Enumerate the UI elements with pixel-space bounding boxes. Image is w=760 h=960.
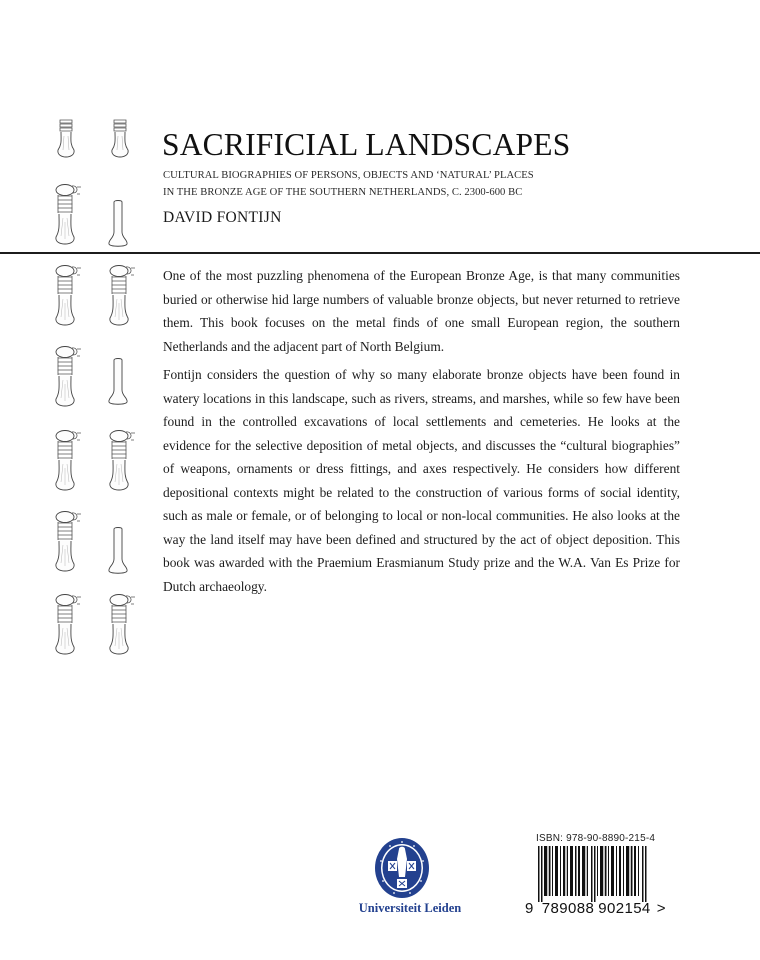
axe-drawing-icon [55,265,81,326]
subtitle-line: IN THE BRONZE AGE OF THE SOUTHERN NETHERLANDS, C. 2300-600 BC [163,186,523,198]
book-title: SACRIFICIAL LANDSCAPES [162,127,571,162]
isbn-quiet-zone-arrow: > [656,900,666,917]
chisel-drawing-icon [108,358,128,405]
isbn-barcode [538,846,650,907]
axe-drawing-icon [55,346,81,407]
subtitle-line: CULTURAL BIOGRAPHIES OF PERSONS, OBJECTS AND ‘NATURAL’ PLACES [163,170,534,181]
axe-drawing-icon [110,120,130,158]
university-seal-icon [374,837,430,904]
blurb-paragraph: Fontijn considers the question of why so many elaborate bronze objects have been found in watery locations in this landscape, such as rivers, streams, and marshes, while so few have been found in the controlled excavations of local settlements and cemeteries. He looks at the evidence for the selective deposition of metal objects, and discusses the “cultural biographies” of weapons, ornaments or dress fittings, and axes respectively. He considers how different depositional contexts might be related to the construction of various forms of social identity, such as male or female, or of belonging to local or non-local communities. He also looks at the way the land itself may have been defined and structured by the act of object deposition. This book was awarded with the Praemium Erasmianum Study prize and the W.A. Van Es Prize for Dutch archaeology. [163,367,680,594]
axe-drawing-icon [109,265,135,326]
chisel-drawing-icon [108,527,128,574]
axe-drawing-icon [55,511,81,572]
axe-drawing-icon [56,120,76,158]
divider-rule [0,252,760,254]
publisher-name: Universiteit Leiden [358,901,462,915]
isbn-digit-group: 789088 [541,900,595,917]
axe-drawing-icon [55,594,81,655]
book-author: DAVID FONTIJN [163,209,282,226]
axe-drawing-icon [55,184,81,245]
blurb-paragraph: One of the most puzzling phenomena of the European Bronze Age, is that many communities buried or otherwise hid large numbers of valuable bronze objects, but never returned to retrieve them. This book focuses on the metal finds of one small European region, the southern Netherlands and the adjacent part of North Belgium. [163,268,680,354]
axe-drawing-icon [109,430,135,491]
isbn-label: ISBN: 978-90-8890-215-4 [536,833,656,844]
isbn-digits [525,900,666,918]
isbn-digit-lead: 9 [525,900,534,917]
axe-drawing-icon [109,594,135,655]
back-cover-blurb [163,264,680,603]
isbn-digit-group: 902154 [598,900,651,917]
chisel-drawing-icon [108,200,128,247]
book-subtitle [163,168,534,201]
axe-drawing-icon [55,430,81,491]
